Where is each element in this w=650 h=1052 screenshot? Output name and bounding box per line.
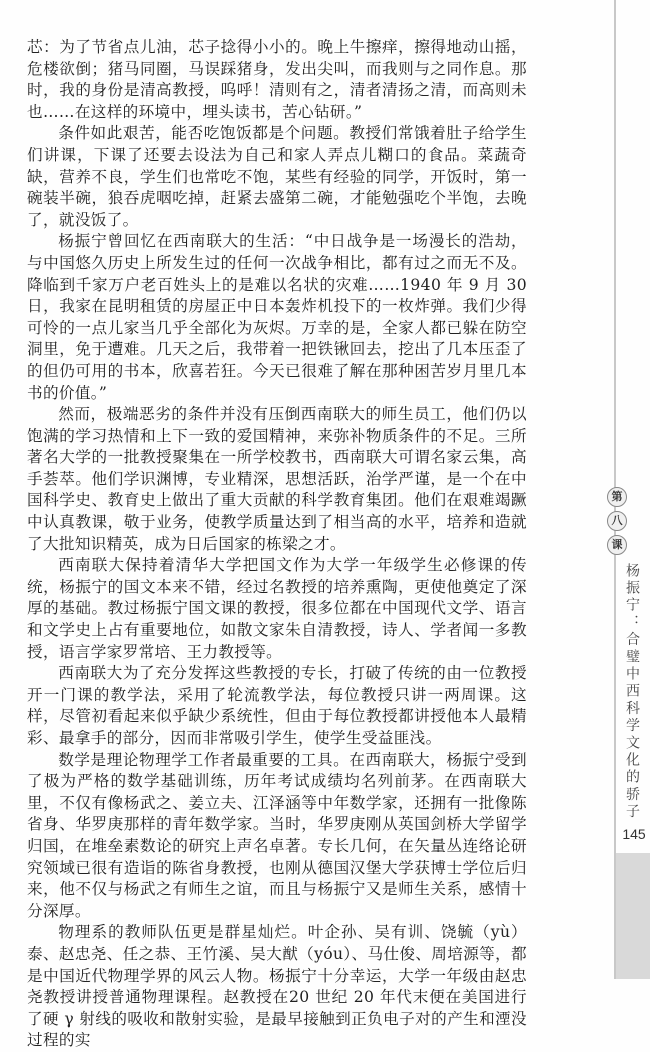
paragraph-6: 西南联大为了充分发挥这些教授的专长，打破了传统的由一位教授开一门课的教学法，采用了轮流教学法，每位教授只讲一两周课。这样，尽管初看起来似乎缺少系统性，但由于每位教授都讲授他本人最精彩、最拿手的部分，因而非常吸引学生，使学生受益匪浅。 — [27, 664, 527, 747]
lesson-badge-ba: 八 — [607, 511, 627, 531]
paragraph-4: 然而，极端恶劣的条件并没有压倒西南联大的师生员工，他们仍以饱满的学习热情和上下一致的爱国精神，来弥补物质条件的不足。三所著名大学的一批教授聚集在一所学校教书，西南联大可谓名家云集，高手荟萃。他们学识渊博，专业精深，思想活跃，治学严谨，是一个在中国科学史、教育史上做出了重大贡献的科学教育集团。他们在艰难竭蹶中认真教课，敬于业务，使教学质量达到了相当高的水平，培养和造就了大批知识精英，成为日后国家的栋梁之才。 — [27, 405, 527, 553]
paragraph-7: 数学是理论物理学工作者最重要的工具。在西南联大，杨振宁受到了极为严格的数学基础训练，历年考试成绩均名列前茅。在西南联大里，不仅有像杨武之、姜立夫、江泽涵等中年数学家，还拥有一批像陈省身、华罗庚那样的青年数学家。当时，华罗庚刚从英国剑桥大学留学归国，在堆垒素数论的研究上声名卓著。专长几何，在矢量丛连络论研究领域已很有造诣的陈省身教授，也刚从德国汉堡大学获博士学位后归来，他不仅与杨武之有师生之谊，而且与杨振宁又是师生关系，感情十分深厚。 — [27, 750, 527, 920]
page-number: 145 — [622, 826, 646, 842]
body-text — [27, 37, 527, 1052]
lesson-badge-di: 第 — [607, 487, 627, 507]
paragraph-5: 西南联大保持着清华大学把国文作为大学一年级学生必修课的传统，杨振宁的国文本来不错，经过名教授的培养熏陶，更使他奠定了深厚的基础。教过杨振宁国文课的教授，很多位都在中国现代文学、语言和文学史上占有重要地位，如散文家朱自清教授，诗人、学者闻一多教授，语言学家罗常培、王力教授等。 — [27, 556, 527, 661]
margin-gray-block — [616, 853, 650, 979]
paragraph-3: 杨振宁曾回忆在西南联大的生活：“中日战争是一场漫长的浩劫，与中国悠久历史上所发生过的任何一次战争相比，都有过之而无不及。降临到千家万户老百姓头上的是难以名状的灾难……1940 年 9 月 30 日，我家在昆明租赁的房屋正中日本轰炸机投下的一枚炸弹。我们少得可怜的一点儿家当几乎全部化为灰烬。万幸的是，全家人都已躲在防空洞里，免于遭难。几天之后，我带着一把铁锹回去，挖出了几本压歪了的但仍可用的书本，欣喜若狂。今天已很难了解在那种困苦岁月里几本书的价值。” — [27, 232, 527, 402]
lesson-title-vertical: 杨振宁：合璧中西科学文化的骄子 — [624, 563, 640, 821]
lesson-badge-ke: 课 — [607, 535, 627, 555]
lesson-badge-stack — [607, 487, 629, 559]
paragraph-8: 物理系的教师队伍更是群星灿烂。叶企孙、吴有训、饶毓（yù）泰、赵忠尧、任之恭、王竹溪、吴大猷（yóu）、马仕俊、周培源等，都是中国近代物理学界的风云人物。杨振宁十分幸运，大学一年级由赵忠尧教授讲授普通物理课程。赵教授在20 世纪 20 年代末便在美国进行了硬 γ 射线的吸收和散射实验，是最早接触到正负电子对的产生和湮没过程的实 — [27, 923, 527, 1050]
paragraph-1: 芯：为了节省点儿油，芯子捻得小小的。晚上牛擦痒，擦得地动山摇，危楼欲倒；猪马同圈，马误踩猪身，发出尖叫，而我则与之同作息。那时，我的身份是清高教授，呜呼！清则有之，清者清扬之清，而高则未也……在这样的环境中，埋头读书，苦心钻研。” — [27, 38, 527, 121]
paragraph-2: 条件如此艰苦，能否吃饱饭都是个问题。教授们常饿着肚子给学生们讲课，下课了还要去设法为自己和家人弄点儿糊口的食品。菜蔬奇缺，营养不良，学生们也常吃不饱，某些有经验的同学，开饭时，第一碗装半碗，狼吞虎咽吃掉，赶紧去盛第二碗，才能勉强吃个半饱，去晚了，就没饭了。 — [27, 124, 527, 229]
